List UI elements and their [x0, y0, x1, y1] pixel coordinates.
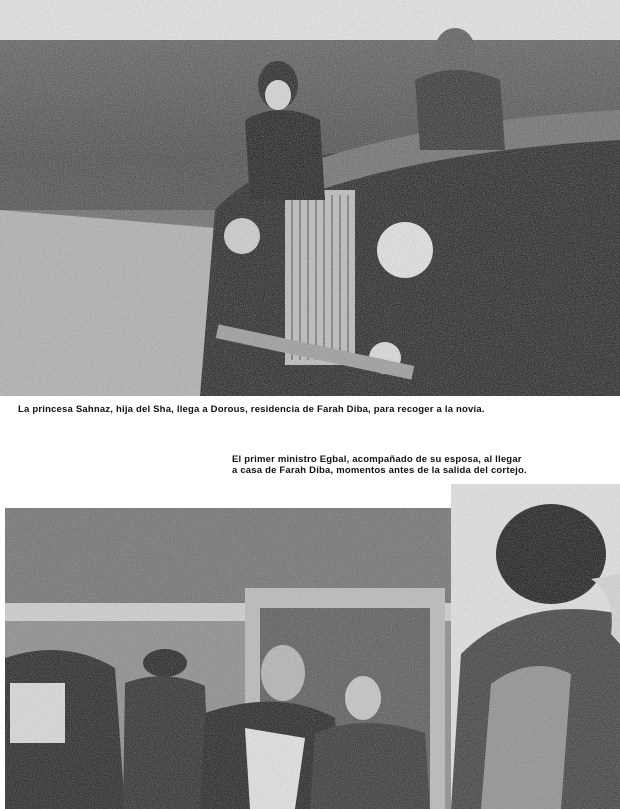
caption-prime-minister-line-2: a casa de Farah Diba, momentos antes de la salida del cortejo.	[232, 465, 527, 476]
caption-princess-arrival: La princesa Sahnaz, hija del Sha, llega a Dorous, residencia de Farah Diba, para recoger a la novia.	[18, 404, 485, 415]
caption-prime-minister	[232, 454, 527, 476]
photo-prime-minister-arrival-image	[5, 508, 451, 809]
photo-guest-profile	[451, 484, 620, 809]
caption-prime-minister-line-1: El primer ministro Egbal, acompañado de su esposa, al llegar	[232, 454, 522, 465]
photo-princess-arrival	[0, 0, 620, 396]
photo-prime-minister-arrival	[5, 508, 451, 809]
photo-guest-profile-image	[451, 484, 620, 809]
photo-princess-arrival-image	[0, 0, 620, 396]
